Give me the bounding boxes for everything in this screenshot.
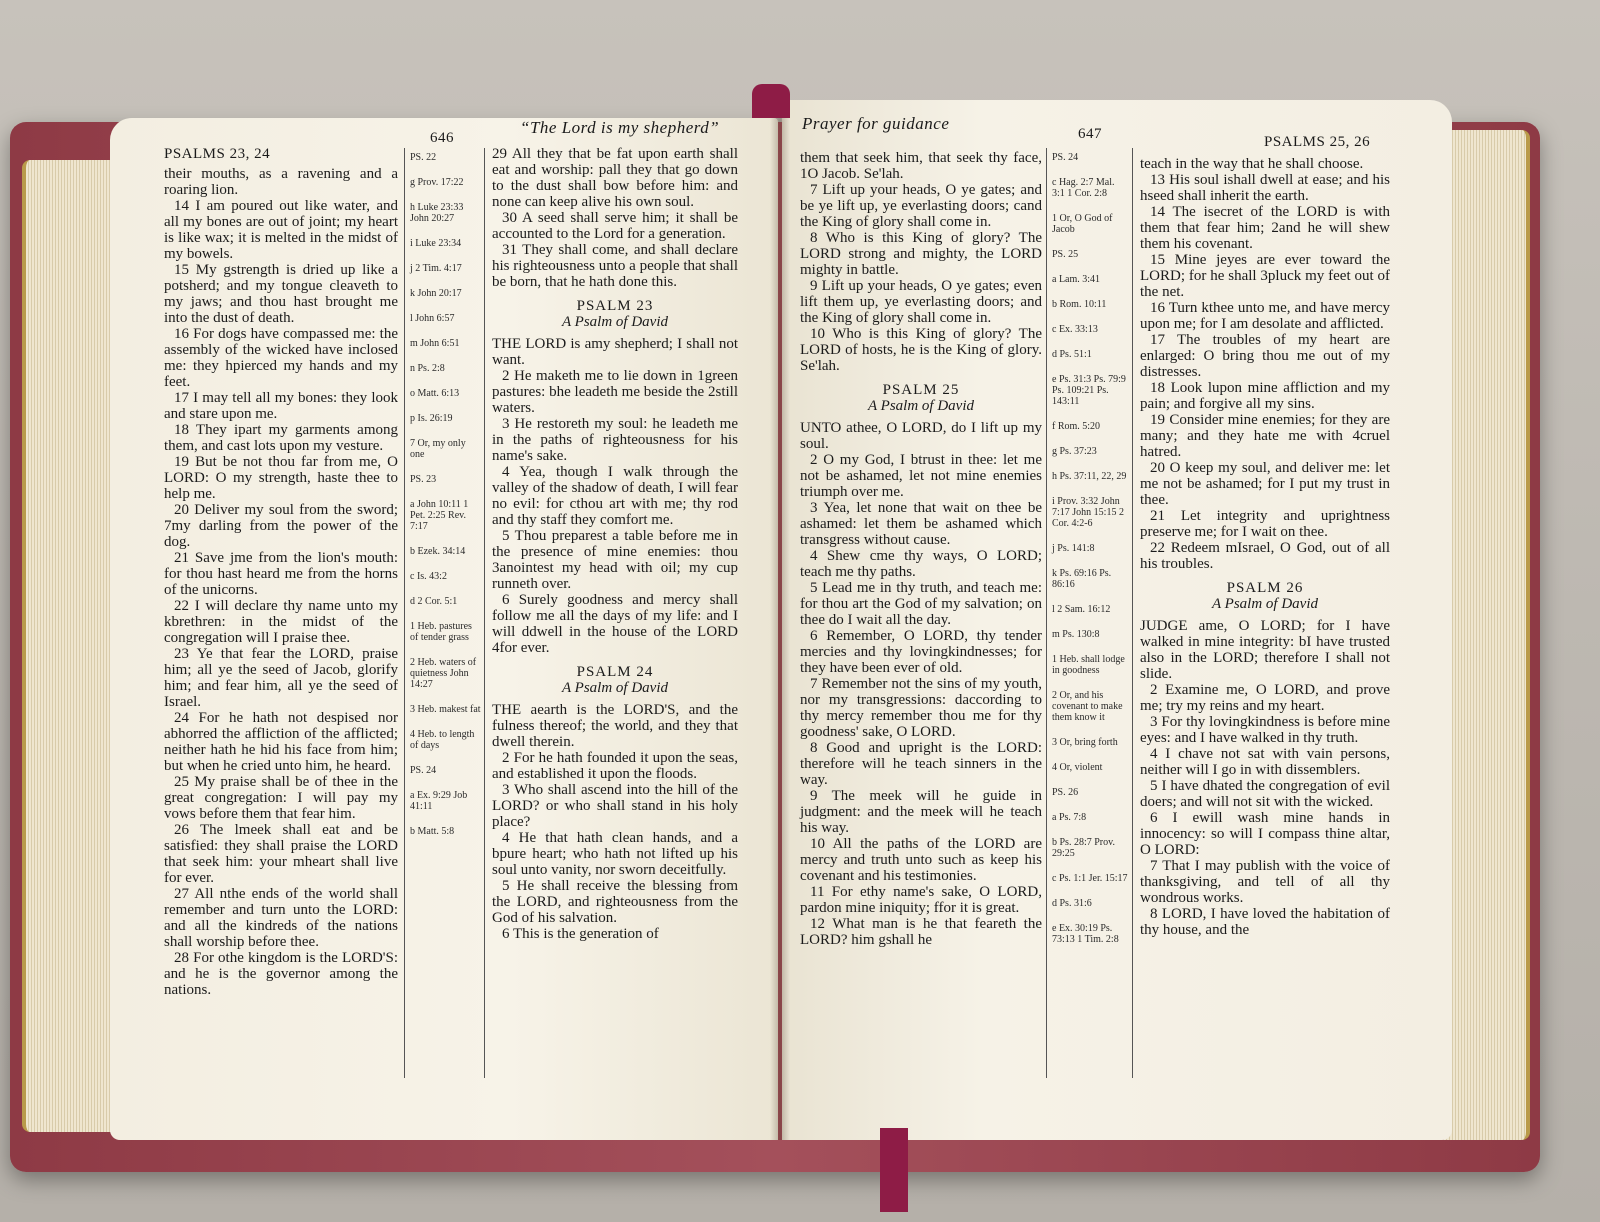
page-edges-left bbox=[22, 160, 121, 1132]
cross-reference: j Ps. 141:8 bbox=[1052, 543, 1095, 554]
verse-column-right bbox=[1140, 156, 1390, 938]
cross-reference: 1 Heb. pastures of tender grass bbox=[410, 621, 472, 643]
page-number: 647 bbox=[1078, 126, 1102, 142]
verse: 12 What man is he that feareth the LORD? him gshall he bbox=[800, 916, 1042, 948]
page-edges-right bbox=[1444, 130, 1530, 1140]
verse: THE LORD is amy shepherd; I shall not want. bbox=[492, 336, 738, 368]
ribbon-marker[interactable] bbox=[880, 1128, 908, 1212]
verse-column-left bbox=[164, 166, 398, 998]
cross-reference: 4 Heb. to length of days bbox=[410, 729, 475, 751]
cross-reference: 2 Heb. waters of quietness John 14:27 bbox=[410, 657, 477, 690]
cross-reference: 4 Or, violent bbox=[1052, 762, 1103, 773]
cross-reference: b Matt. 5:8 bbox=[410, 826, 455, 837]
right-page bbox=[782, 100, 1452, 1140]
verse: 3 Yea, let none that wait on thee be ashamed: let them be ashamed which transgress without cause. bbox=[800, 500, 1042, 548]
cross-reference: f Rom. 5:20 bbox=[1052, 421, 1101, 432]
cross-reference: a John 10:11 1 Pet. 2:25 Rev. 7:17 bbox=[410, 499, 469, 532]
cross-reference: c Is. 43:2 bbox=[410, 571, 447, 582]
cross-reference: b Ezek. 34:14 bbox=[410, 546, 466, 557]
running-head: Prayer for guidance bbox=[802, 114, 950, 133]
verse: 22 I will declare thy name unto my kbrethren: in the midst of the congregation will I praise thee. bbox=[164, 598, 398, 646]
verse: 15 My gstrength is dried up like a potsherd; and my tongue cleaveth to my jaws; and thou hast brought me into the dust of death. bbox=[164, 262, 398, 326]
verse: 7 That I may publish with the voice of thanksgiving, and tell of all thy wondrous works. bbox=[1140, 858, 1390, 906]
verse: 17 I may tell all my bones: they look and stare upon me. bbox=[164, 390, 398, 422]
cross-reference: d 2 Cor. 5:1 bbox=[410, 596, 458, 607]
cross-reference: d Ps. 31:6 bbox=[1052, 898, 1092, 909]
verse: 23 Ye that fear the LORD, praise him; all ye the seed of Jacob, glorify him; and fear him, all ye the seed of Israel. bbox=[164, 646, 398, 710]
cross-reference: 2 Or, and his covenant to make them know it bbox=[1052, 690, 1123, 723]
verse: 4 He that hath clean hands, and a bpure heart; who hath not lifted up his soul unto vanity, nor sworn deceitfully. bbox=[492, 830, 738, 878]
cross-reference: c Hag. 2:7 Mal. 3:1 1 Cor. 2:8 bbox=[1052, 177, 1115, 199]
verse: 20 O keep my soul, and deliver me: let me not be ashamed; for I put my trust in thee. bbox=[1140, 460, 1390, 508]
verse: 6 Remember, O LORD, thy tender mercies and thy lovingkindnesses; for they have been ever of old. bbox=[800, 628, 1042, 676]
column-rule bbox=[1046, 148, 1047, 1078]
verse: 9 Lift up your heads, O ye gates; even lift them up, ye everlasting doors; and the King of glory shall come in. bbox=[800, 278, 1042, 326]
psalm-heading: PSALM 25 bbox=[882, 382, 960, 398]
verse: them that seek him, that seek thy face, 1O Jacob. Se'lah. bbox=[800, 150, 1042, 182]
verse: 16 Turn kthee unto me, and have mercy upon me; for I am desolate and afflicted. bbox=[1140, 300, 1390, 332]
verse: 10 All the paths of the LORD are mercy and truth unto such as keep his covenant and his testimonies. bbox=[800, 836, 1042, 884]
cross-reference: c Ex. 33:13 bbox=[1052, 324, 1098, 335]
verse: 8 LORD, I have loved the habitation of thy house, and the bbox=[1140, 906, 1390, 938]
cross-reference: o Matt. 6:13 bbox=[410, 388, 460, 399]
verse: 2 He maketh me to lie down in 1green pastures: bhe leadeth me beside the 2still waters. bbox=[492, 368, 738, 416]
verse: 18 They ipart my garments among them, and cast lots upon my vesture. bbox=[164, 422, 398, 454]
cross-reference: i Luke 23:34 bbox=[410, 238, 462, 249]
verse: 15 Mine jeyes are ever toward the LORD; for he shall 3pluck my feet out of the net. bbox=[1140, 252, 1390, 300]
verse: 8 Good and upright is the LORD: therefore will he teach sinners in the way. bbox=[800, 740, 1042, 788]
verse: 3 For thy lovingkindness is before mine eyes: and I have walked in thy truth. bbox=[1140, 714, 1390, 746]
verse: 2 Examine me, O LORD, and prove me; try my reins and my heart. bbox=[1140, 682, 1390, 714]
cross-reference: j 2 Tim. 4:17 bbox=[410, 263, 462, 274]
verse: 17 The troubles of my heart are enlarged: O bring thou me out of my distresses. bbox=[1140, 332, 1390, 380]
verse: 19 But be not thou far from me, O LORD: O my strength, haste thee to help me. bbox=[164, 454, 398, 502]
verse: 3 Who shall ascend into the hill of the LORD? or who shall stand in his holy place? bbox=[492, 782, 738, 830]
ribbon-marker-top bbox=[752, 84, 790, 118]
psalm-subtitle: A Psalm of David bbox=[562, 680, 668, 696]
page-number: 646 bbox=[430, 130, 454, 146]
cross-reference: k John 20:17 bbox=[410, 288, 462, 299]
cross-reference: 3 Or, bring forth bbox=[1052, 737, 1118, 748]
column-rule bbox=[484, 148, 485, 1078]
verse: 21 Let integrity and uprightness preserve me; for I wait on thee. bbox=[1140, 508, 1390, 540]
verse: teach in the way that he shall choose. bbox=[1140, 156, 1364, 172]
cross-reference: a Ex. 9:29 Job 41:11 bbox=[410, 790, 468, 812]
cross-reference: m Ps. 130:8 bbox=[1052, 629, 1100, 640]
verse: 10 Who is this King of glory? The LORD of hosts, he is the King of glory. Se'lah. bbox=[800, 326, 1042, 374]
verse: 4 Yea, though I walk through the valley of the shadow of death, I will fear no evil: for cthou art with me; thy rod and thy staff they comfort me. bbox=[492, 464, 738, 528]
running-head: “The Lord is my shepherd” bbox=[520, 118, 720, 137]
verse: 26 The lmeek shall eat and be satisfied: they shall praise the LORD that seek him: your mheart shall live for ever. bbox=[164, 822, 398, 886]
column-rule bbox=[404, 148, 405, 1078]
verse: 5 Lead me in thy truth, and teach me: for thou art the God of my salvation; on thee do I wait all the day. bbox=[800, 580, 1042, 628]
verse: 22 Redeem mIsrael, O God, out of all his troubles. bbox=[1140, 540, 1390, 572]
cross-reference: a Ps. 7:8 bbox=[1052, 812, 1087, 823]
cross-reference: g Ps. 37:23 bbox=[1052, 446, 1097, 457]
cross-reference: b Rom. 10:11 bbox=[1052, 299, 1107, 310]
cross-reference: l 2 Sam. 16:12 bbox=[1052, 604, 1111, 615]
book-header: PSALMS 23, 24 bbox=[164, 146, 271, 162]
verse: 25 My praise shall be of thee in the great congregation: I will pay my vows before them that fear him. bbox=[164, 774, 398, 822]
verse: 11 For ethy name's sake, O LORD, pardon mine iniquity; ffor it is great. bbox=[800, 884, 1042, 916]
verse: 4 I chave not sat with vain persons, neither will I go in with dissemblers. bbox=[1140, 746, 1390, 778]
verse: their mouths, as a ravening and a roaring lion. bbox=[164, 166, 398, 198]
cross-reference: h Ps. 37:11, 22, 29 bbox=[1052, 471, 1127, 482]
psalm-reference-label: PS. 23 bbox=[410, 474, 437, 485]
verse: 6 I ewill wash mine hands in innocency: so will I compass thine altar, O LORD: bbox=[1140, 810, 1390, 858]
verse: 20 Deliver my soul from the sword; 7my darling from the power of the dog. bbox=[164, 502, 398, 550]
psalm-reference-label: PS. 24 bbox=[1052, 152, 1079, 163]
cross-reference: p Is. 26:19 bbox=[410, 413, 453, 424]
verse: 5 He shall receive the blessing from the LORD, and righteousness from the God of his salvation. bbox=[492, 878, 738, 926]
verse-column-left bbox=[800, 150, 1042, 948]
psalm-subtitle: A Psalm of David bbox=[868, 398, 974, 414]
verse: 16 For dogs have compassed me: the assembly of the wicked have inclosed me: they hpierced my hands and my feet. bbox=[164, 326, 398, 390]
cross-reference: 3 Heb. makest fat bbox=[410, 704, 481, 715]
psalm-reference-label: PS. 24 bbox=[410, 765, 437, 776]
verse: 8 Who is this King of glory? The LORD strong and mighty, the LORD mighty in battle. bbox=[800, 230, 1042, 278]
psalm-heading: PSALM 23 bbox=[576, 298, 654, 314]
verse: 13 His soul ishall dwell at ease; and his hseed shall inherit the earth. bbox=[1140, 172, 1390, 204]
psalm-heading: PSALM 26 bbox=[1226, 580, 1304, 596]
cross-reference: e Ex. 30:19 Ps. 73:13 1 Tim. 2:8 bbox=[1052, 923, 1119, 945]
psalm-subtitle: A Psalm of David bbox=[562, 314, 668, 330]
verse: 28 For othe kingdom is the LORD'S: and he is the governor among the nations. bbox=[164, 950, 398, 998]
column-rule bbox=[1132, 148, 1133, 1078]
cross-reference: d Ps. 51:1 bbox=[1052, 349, 1092, 360]
cross-reference: n Ps. 2:8 bbox=[410, 363, 445, 374]
verse: 29 All they that be fat upon earth shall eat and worship: pall they that go down to the dust shall bow before him: and none can keep alive his own soul. bbox=[492, 146, 738, 210]
verse: 14 The isecret of the LORD is with them that fear him; 2and he will shew them his covenant. bbox=[1140, 204, 1390, 252]
verse-column-right bbox=[492, 146, 738, 942]
psalm-subtitle: A Psalm of David bbox=[1212, 596, 1318, 612]
psalm-heading: PSALM 24 bbox=[576, 664, 654, 680]
verse: 6 Surely goodness and mercy shall follow me all the days of my life: and I will ddwell in the house of the LORD 4for ever. bbox=[492, 592, 738, 656]
cross-reference: e Ps. 31:3 Ps. 79:9 Ps. 109:21 Ps. 143:11 bbox=[1052, 374, 1126, 407]
verse: 31 They shall come, and shall declare his righteousness unto a people that shall be born, that he hath done this. bbox=[492, 242, 738, 290]
cross-reference: 1 Or, O God of Jacob bbox=[1052, 213, 1113, 235]
verse: 9 The meek will he guide in judgment: and the meek will he teach his way. bbox=[800, 788, 1042, 836]
verse: UNTO athee, O LORD, do I lift up my soul. bbox=[800, 420, 1042, 452]
cross-reference: c Ps. 1:1 Jer. 15:17 bbox=[1052, 873, 1128, 884]
verse: 7 Lift up your heads, O ye gates; and be ye lift up, ye everlasting doors; cand the King of glory shall come in. bbox=[800, 182, 1042, 230]
cross-reference: 7 Or, my only one bbox=[410, 438, 466, 460]
verse: 14 I am poured out like water, and all my bones are out of joint; my heart is like wax; it is melted in the midst of my bowels. bbox=[164, 198, 398, 262]
verse: 6 This is the generation of bbox=[502, 926, 659, 942]
psalm-reference-label: PS. 26 bbox=[1052, 787, 1079, 798]
cross-reference-column bbox=[1052, 152, 1128, 959]
cross-reference: 1 Heb. shall lodge in goodness bbox=[1052, 654, 1125, 676]
verse: 19 Consider mine enemies; for they are many; and they hate me with 4cruel hatred. bbox=[1140, 412, 1390, 460]
cross-reference: i Prov. 3:32 John 7:17 John 15:15 2 Cor. 4:2-6 bbox=[1052, 496, 1124, 529]
verse: 5 Thou preparest a table before me in the presence of mine enemies: thou 3anointest my head with oil; my cup runneth over. bbox=[492, 528, 738, 592]
cross-reference: a Lam. 3:41 bbox=[1052, 274, 1101, 285]
verse: 7 Remember not the sins of my youth, nor my transgressions: daccording to thy mercy remember thou me for thy goodness' sake, O LORD. bbox=[800, 676, 1042, 740]
psalm-reference-label: PS. 22 bbox=[410, 152, 437, 163]
psalm-reference-label: PS. 25 bbox=[1052, 249, 1079, 260]
cross-reference: h Luke 23:33 John 20:27 bbox=[410, 202, 464, 224]
verse: 18 Look lupon mine affliction and my pain; and forgive all my sins. bbox=[1140, 380, 1390, 412]
verse: 5 I have dhated the congregation of evil doers; and will not sit with the wicked. bbox=[1140, 778, 1390, 810]
cross-reference-column bbox=[410, 152, 482, 851]
verse: 30 A seed shall serve him; it shall be accounted to the Lord for a generation. bbox=[492, 210, 738, 242]
cross-reference: k Ps. 69:16 Ps. 86:16 bbox=[1052, 568, 1112, 590]
verse: 21 Save jme from the lion's mouth: for thou hast heard me from the horns of the unicorns. bbox=[164, 550, 398, 598]
verse: 27 All nthe ends of the world shall remember and turn unto the LORD: and all the kindreds of the nations shall worship before thee. bbox=[164, 886, 398, 950]
verse: 4 Shew cme thy ways, O LORD; teach me thy paths. bbox=[800, 548, 1042, 580]
book-header: PSALMS 25, 26 bbox=[1264, 134, 1371, 150]
book-gutter bbox=[770, 100, 790, 1140]
verse: JUDGE ame, O LORD; for I have walked in mine integrity: bI have trusted also in the LORD; therefore I shall not slide. bbox=[1140, 618, 1390, 682]
left-page bbox=[110, 118, 778, 1140]
verse: 3 He restoreth my soul: he leadeth me in the paths of righteousness for his name's sake. bbox=[492, 416, 738, 464]
verse: THE aearth is the LORD'S, and the fulness thereof; the world, and they that dwell therein. bbox=[492, 702, 738, 750]
cross-reference: g Prov. 17:22 bbox=[410, 177, 464, 188]
cross-reference: b Ps. 28:7 Prov. 29:25 bbox=[1052, 837, 1115, 859]
verse: 24 For he hath not despised nor abhorred the affliction of the afflicted; neither hath he hid his face from him; but when he cried unto him, he heard. bbox=[164, 710, 398, 774]
verse: 2 For he hath founded it upon the seas, and established it upon the floods. bbox=[492, 750, 738, 782]
cross-reference: l John 6:57 bbox=[410, 313, 455, 324]
verse: 2 O my God, I btrust in thee: let me not be ashamed, let not mine enemies triumph over me. bbox=[800, 452, 1042, 500]
cross-reference: m John 6:51 bbox=[410, 338, 460, 349]
